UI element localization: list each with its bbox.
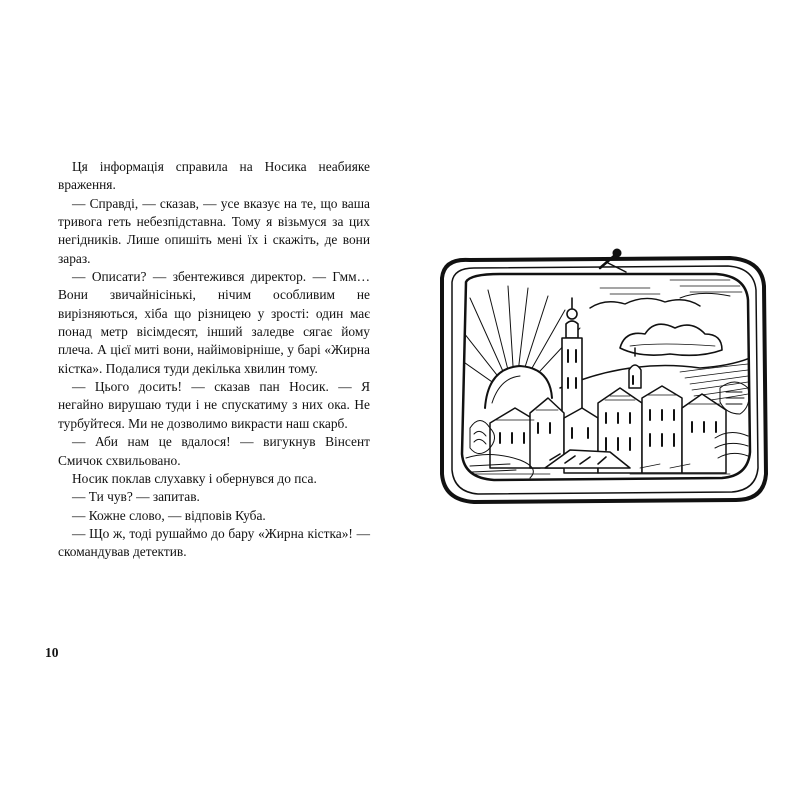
paragraph: Носик поклав слухавку і обернувся до пса.	[72, 470, 317, 486]
page-body-text	[58, 158, 370, 562]
town-scene	[458, 280, 750, 478]
paragraph: — Ти чув? — запитав.	[72, 489, 200, 505]
paragraph: — Кожне слово, — відповів Куба.	[72, 507, 266, 523]
paragraph: — Цього досить! — сказав пан Носик. — Я негайно вирушаю туди і не спускатиму з них ока. Не турбуйтеся. Ми не дозволимо викрасти наш скарб.	[58, 379, 370, 431]
paragraph: — Справді, — сказав, — усе вказує на те, що ваша тривога геть небезпідставна. Тому я візьмуся за цих негідників. Лише опишіть мені їх і скажіть, де вони зараз.	[58, 195, 370, 266]
paragraph: — Аби нам це вдалося! — вигукнув Вінсент Смичок схвильовано.	[58, 434, 370, 468]
page-number: 10	[45, 645, 59, 660]
paragraph: — Що ж, тоді рушаймо до бару «Жирна кістка»! — скомандував детектив.	[58, 525, 370, 560]
paragraph: — Описати? — збентежився директор. — Гмм… Вони звичайнісінькі, нічим особливим не вирізняються, хіба що різницею у зрості: один має понад метр вісімдесят, інший заледве сягає йому плеча. А цієї миті вони, найімовірніше, у барі «Жирна кістка». Подалися туди декілька хвилин тому.	[58, 269, 370, 376]
paragraph: Ця інформація справила на Носика неабияке враження.	[58, 159, 370, 193]
framed-town-picture-icon	[430, 238, 780, 520]
